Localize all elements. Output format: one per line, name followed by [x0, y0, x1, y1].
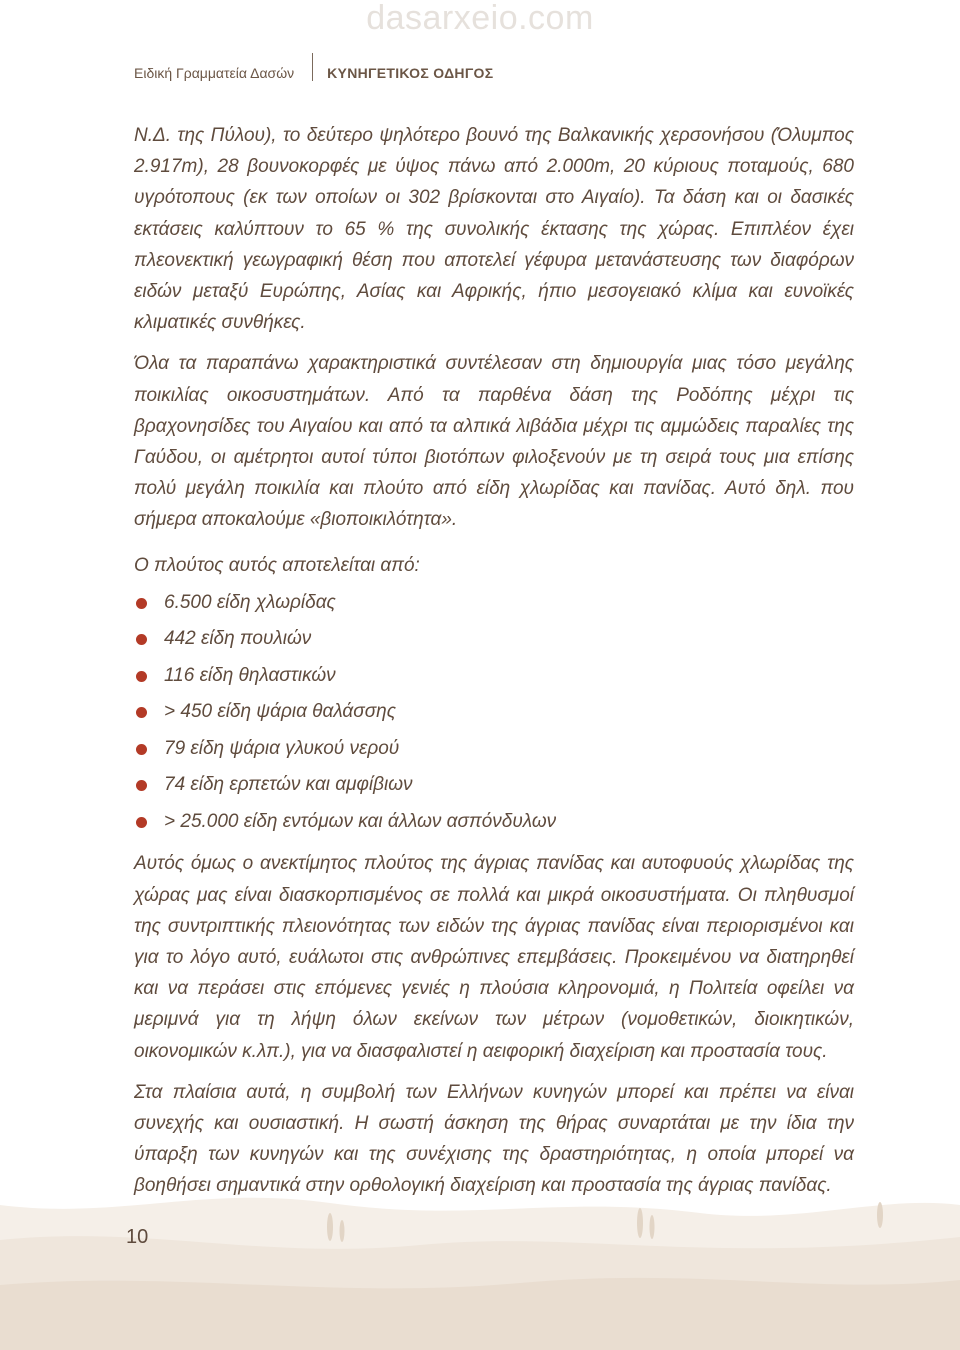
bullet-icon: [136, 671, 147, 682]
paragraph-geography: Ν.Δ. της Πύλου), το δεύτερο ψηλότερο βουνό της Βαλκανικής χερσονήσου (Όλυμπος 2.917m), 28 βουνοκορφές με ύψος πάνω από 2.000m, 20 κύριους ποταμούς, 680 υγρότοπους (εκ των οποίων οι 302 βρίσκονται στο Αιγαίο). Τα δάση και οι δασικές εκτάσεις καλύπτουν το 65 % της συνολικής έκτασης της χώρας. Επιπλέον έχει πλεονεκτική γεωγραφική θέση που αποτελεί γέφυρα μετανάστευσης των διαφόρων ειδών μεταξύ Ευρώπης, Ασίας και Αφρικής, ήπιο μεσογειακό κλίμα και ευνοϊκές κλιματικές συνθήκες.: [134, 125, 854, 334]
list-item: [134, 621, 854, 658]
header-guide-title: ΚΥΝΗΓΕΤΙΚΟΣ ΟΔΗΓΟΣ: [327, 65, 494, 81]
paragraph-conservation: Αυτός όμως ο ανεκτίμητος πλούτος της άγριας πανίδας και αυτοφυούς χλωρίδας της χώρας μας είναι διασκορπισμένος σε πολλά και μικρά οικοσυστήματα. Οι πληθυσμοί της συντριπτικής πλειονότητας των ειδών της άγριας πανίδας είναι περιορισμένοι και για το λόγο αυτό, ευάλωτοι στις ανθρώπινες επεμβάσεις. Προκειμένου να διατηρηθεί και να περάσει στις επόμενες γενιές η πλούσια κληρονομιά, η Πολιτεία οφείλει να μεριμνά για τη λήψη όλων εκείνων των μέτρων (νομοθετικών, διοικητικών, οικονομικών κ.λπ.), για να διασφαλιστεί η αειφορική διαχείριση και προστασία τους.: [134, 853, 854, 1062]
paragraph-ecosystems: Όλα τα παραπάνω χαρακτηριστικά συντέλεσαν στη δημιουργία μιας τόσο μεγάλης ποικιλίας οικοσυστημάτων. Από τα παρθένα δάση της Ροδόπης μέχρι τις βραχονησίδες του Αιγαίου και από τα αλπικά λιβάδια μέχρι τις αμμώδεις παραλίες της Γαύδου, οι αμέτρητοι αυτοί τύποι βιοτόπων φιλοξενούν με τη σειρά τους μια επίσης πολύ μεγάλη ποικιλία και πλούτο από είδη χλωρίδας και πανίδας. Αυτό δηλ. που σήμερα αποκαλούμε «βιοποικιλότητα».: [134, 353, 854, 531]
list-item: [134, 731, 854, 768]
landscape-hills-illustration: [0, 1165, 960, 1350]
bullet-icon: [136, 817, 147, 828]
bullet-icon: [136, 598, 147, 609]
list-item-text: > 450 είδη ψάρια θαλάσσης: [164, 701, 396, 723]
list-item-text: 79 είδη ψάρια γλυκού νερού: [164, 737, 400, 759]
list-item: [134, 694, 854, 731]
biodiversity-list: [134, 585, 854, 841]
list-item: [134, 658, 854, 695]
bullet-icon: [136, 780, 147, 791]
list-item-text: 74 είδη ερπετών και αμφίβιων: [164, 774, 413, 796]
list-intro: Ο πλούτος αυτός αποτελείται από:: [134, 554, 420, 576]
bullet-icon: [136, 634, 147, 645]
list-item: [134, 585, 854, 622]
paragraph-hunters: Στα πλαίσια αυτά, η συμβολή των Ελλήνων κυνηγών μπορεί και πρέπει να είναι συνεχής και ουσιαστική. Η σωστή άσκηση της θήρας συναρτάται με την ίδια την ύπαρξη των κυνηγών και της συνέχισης της δραστηριότητας, η οποία μπορεί να βοηθήσει σημαντικά στην ορθολογική διαχείριση και προστασία της άγριας πανίδας.: [134, 1081, 854, 1197]
list-item-text: > 25.000 είδη εντόμων και άλλων ασπόνδυλων: [164, 810, 557, 832]
watermark-text: dasarxeio.com: [366, 0, 594, 37]
page-number: 10: [126, 1226, 149, 1248]
header-divider: [312, 53, 313, 81]
running-header: [134, 62, 493, 84]
list-item: [134, 804, 854, 841]
list-item-text: 116 είδη θηλαστικών: [164, 664, 336, 686]
bullet-icon: [136, 707, 147, 718]
list-item: [134, 767, 854, 804]
header-organization: Ειδική Γραμματεία Δασών: [134, 65, 295, 81]
list-item-text: 6.500 είδη χλωρίδας: [164, 591, 336, 613]
bullet-icon: [136, 744, 147, 755]
body-text: [134, 120, 854, 1212]
list-item-text: 442 είδη πουλιών: [164, 628, 312, 650]
